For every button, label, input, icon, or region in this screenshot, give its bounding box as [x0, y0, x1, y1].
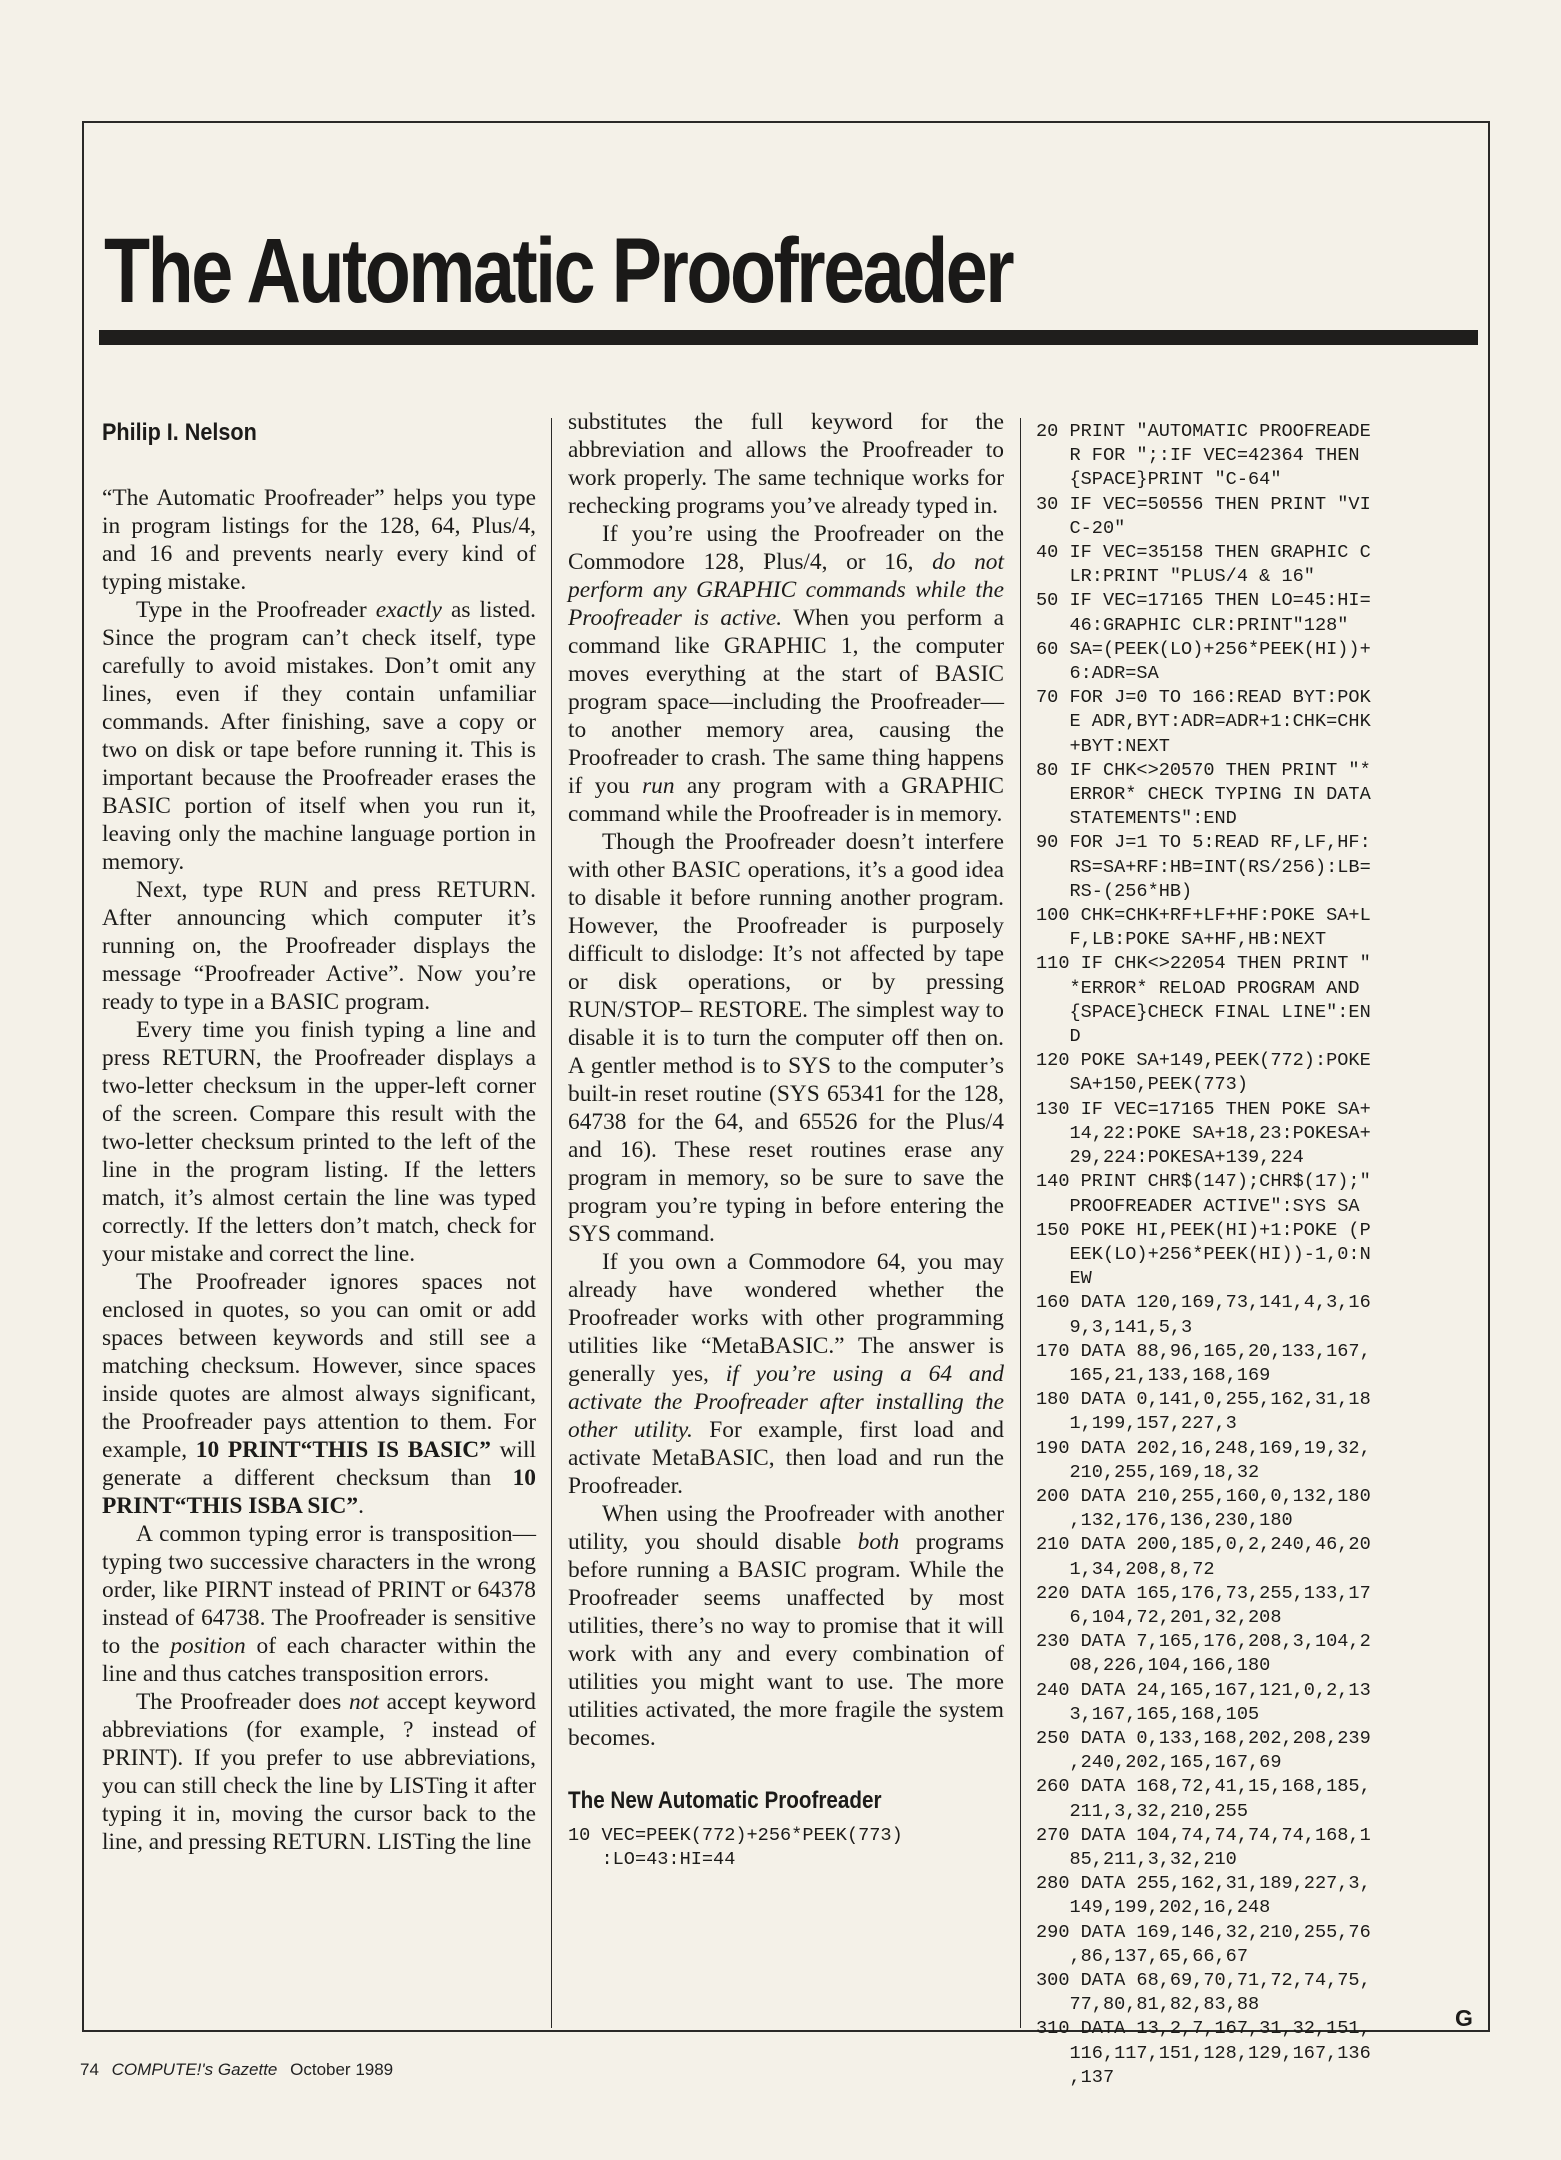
program-listing: 20 PRINT "AUTOMATIC PROOFREADE R FOR ";:IF VEC=42364 THEN {SPACE}PRINT "C-64" 30 IF VEC=50556 THEN PRINT "VI C-20" 40 IF VEC=35158 THEN GRAPHIC C LR:PRINT "PLUS/4 & 16" 50 IF VEC=17165 THEN LO=45:HI= 46:GRAPHIC CLR:PRINT"128" 60 SA=(PEEK(LO)+256*PEEK(HI))+ 6:ADR=SA 70 FOR J=0 TO 166:READ BYT:POK E ADR,BYT:ADR=ADR+1:CHK=CHK +BYT:NEXT 80 IF CHK<>20570 THEN PRINT "* ERROR* CHECK TYPING IN DATA STATEMENTS":END 90 FOR J=1 TO 5:READ RF,LF,HF: RS=SA+RF:HB=INT(RS/256):LB= RS-(256*HB) 100 CHK=CHK+RF+LF+HF:POKE SA+L F,LB:POKE SA+HF,HB:NEXT 110 IF CHK<>22054 THEN PRINT " *ERROR* RELOAD PROGRAM AND {SPACE}CHECK FINAL LINE":EN D 120 POKE SA+149,PEEK(772):POKE SA+150,PEEK(773) 130 IF VEC=17165 THEN POKE SA+ 14,22:POKE SA+18,23:POKESA+ 29,224:POKESA+139,224 140 PRINT CHR$(147);CHR$(17);" PROOFREADER ACTIVE":SYS SA 150 POKE HI,PEEK(HI)+1:POKE (P EEK(LO)+256*PEEK(HI))-1,0:N EW 160 DATA 120,169,73,141,4,3,16 9,3,141,5,3 170 DATA 88,96,165,20,133,167, 165,21,133,168,169 180 DATA 0,141,0,255,162,31,18 1,199,157,227,3 190 DATA 202,16,248,169,19,32, 210,255,169,18,32 200 DATA 210,255,160,0,132,180 ,132,176,136,230,180 210 DATA 200,185,0,2,240,46,20 1,34,208,8,72 220 DATA 165,176,73,255,133,17 6,104,72,201,32,208 230 DATA 7,165,176,208,3,104,2 08,226,104,166,180 240 DATA 24,165,167,121,0,2,13 3,167,165,168,105 250 DATA 0,133,168,202,208,239 ,240,202,165,167,69 260 DATA 168,72,41,15,168,185, 211,3,32,210,255 270 DATA 104,74,74,74,74,168,1 85,211,3,32,210 280 DATA 255,162,31,189,227,3, 149,199,202,16,248 290 DATA 169,146,32,210,255,76 ,86,137,65,66,67 300 DATA 68,69,70,71,72,74,75, 77,80,81,82,83,88 310 DATA 13,2,7,167,31,32,151, 116,117,151,128,129,167,136 ,137 — [1036, 421, 1371, 2088]
paragraph: Type in the Proofreader exactly as listed. Since the program can’t check itself, type carefully to avoid mistakes. Don’t omit any lines, even if they contain unfamiliar commands. After finishing, save a copy or two on disk or tape before running it. This is important because the Proofreader erases the BASIC portion of itself when you run it, leaving only the machine language portion in memory. — [102, 597, 536, 875]
page-number: 74 — [80, 2060, 99, 2079]
article-title: The Automatic Proofreader — [104, 220, 1013, 322]
paragraph: substitutes the full keyword for the abbreviation and allows the Proofreader to work properly. The same technique works for rechecking programs you’ve already typed in. — [568, 409, 1004, 519]
column-divider — [551, 418, 552, 2028]
column-3 — [1036, 420, 1476, 2090]
paragraph: If you own a Commodore 64, you may already have wondered whether the Proofreader works with other programming utilities like “MetaBASIC.” The answer is generally yes, if you’re using a 64 and activate the Proofreader after installing the other utility. For example, first load and activate MetaBASIC, then load and run the Proofreader. — [568, 1249, 1004, 1499]
byline: Philip I. Nelson — [102, 419, 257, 446]
listing-heading: The New Automatic Proofreader — [568, 1787, 882, 1814]
paragraph: If you’re using the Proofreader on the Commodore 128, Plus/4, or 16, do not perform any GRAPHIC commands while the Proofreader is active. When you perform a command like GRAPHIC 1, the computer moves everything at the start of BASIC program space—including the Proofreader—to another memory area, causing the Proofreader to crash. The same thing happens if you run any program with a GRAPHIC command while the Proofreader is in memory. — [568, 521, 1005, 827]
paragraph: The Proofreader ignores spaces not enclosed in quotes, so you can omit or add spaces between keywords and still see a matching checksum. However, since spaces inside quotes are almost always significant, the Proofreader pays attention to them. For example, 10 PRINT“THIS IS BASIC” will generate a different checksum than 10 PRINT“THIS ISBA SIC”. — [102, 1269, 536, 1519]
page-footer — [80, 2060, 401, 2080]
program-listing: 10 VEC=PEEK(772)+256*PEEK(773) :LO=43:HI=44 — [568, 1825, 903, 1871]
column-2 — [568, 408, 1004, 1873]
title-rule — [99, 330, 1478, 345]
end-mark: G — [1455, 2005, 1473, 2031]
magazine-name: COMPUTE!'s Gazette — [111, 2060, 278, 2079]
issue-date: October 1989 — [290, 2060, 394, 2079]
paragraph: The Proofreader does not accept keyword abbreviations (for example, ? instead of PRINT). If you prefer to use abbreviations, you can still check the line by LISTing it after typing it in, moving the cursor back to the line, and pressing RETURN. LISTing the line — [102, 1689, 536, 1855]
column-divider — [1020, 418, 1021, 2028]
paragraph: Every time you finish typing a line and press RETURN, the Proofreader displays a two-letter checksum in the upper-left corner of the screen. Compare this result with the two-letter checksum printed to the left of the line in the program listing. If the letters match, it’s almost certain the line was typed correctly. If the letters don’t match, check for your mistake and correct the line. — [102, 1017, 536, 1267]
paragraph: “The Automatic Proofreader” helps you type in program listings for the 128, 64, Plus/4, and 16 and prevents nearly every kind of typing mistake. — [102, 485, 536, 595]
paragraph: A common typing error is transposition—typing two successive characters in the wrong order, like PIRNT instead of PRINT or 64378 instead of 64738. The Proofreader is sensitive to the position of each character within the line and thus catches transposition errors. — [102, 1521, 536, 1687]
paragraph: Though the Proofreader doesn’t interfere with other BASIC operations, it’s a good idea to disable it before running another program. However, the Proofreader is purposely difficult to dislodge: It’s not affected by tape or disk operations, or by pressing RUN/STOP– RESTORE. The simplest way to disable it is to turn the computer off then on. A gentler method is to SYS to the computer’s built-in reset routine (SYS 65341 for the 128, 64738 for the 64, and 65526 for the Plus/4 and 16). These reset routines erase any program in memory, so be sure to save the program you’re typing in before entering the SYS command. — [568, 829, 1004, 1247]
column-1 — [102, 418, 536, 1856]
paragraph: When using the Proofreader with another utility, you should disable both programs before running a BASIC program. While the Proofreader seems unaffected by most utilities, there’s no way to promise that it will work with any and every combination of utilities you might want to use. The more utilities activated, the more fragile the system becomes. — [568, 1501, 1005, 1751]
paragraph: Next, type RUN and press RETURN. After announcing which computer it’s running on, the Proofreader displays the message “Proofreader Active”. Now you’re ready to type in a BASIC program. — [102, 877, 536, 1015]
